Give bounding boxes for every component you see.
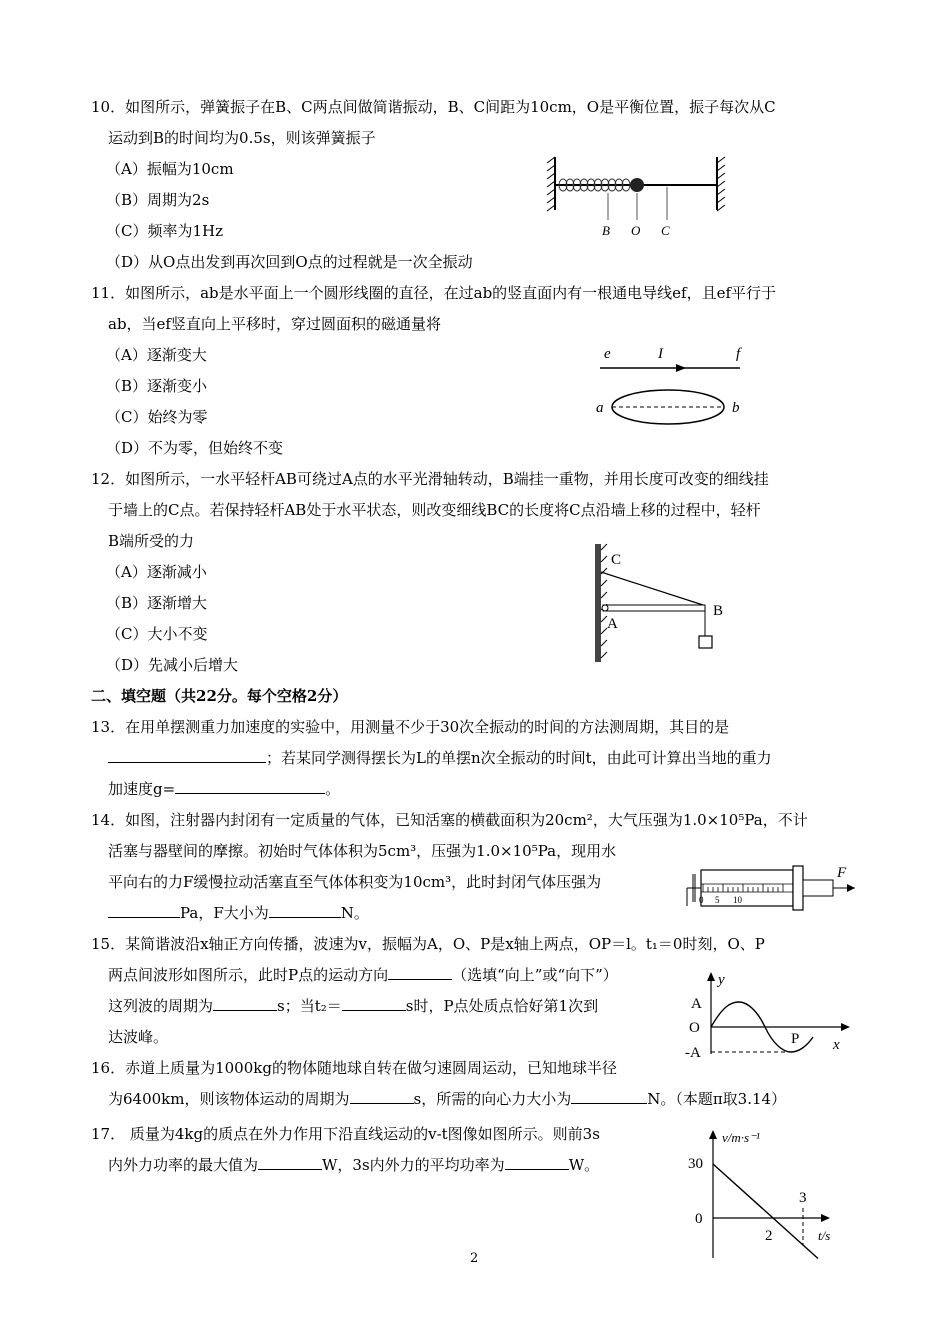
q13-line2 (108, 748, 772, 768)
spring-oscillator-figure (545, 155, 730, 245)
label-neg-amp: -A (685, 1045, 701, 1061)
q16-line2-text: 为6400km，则该物体运动的周期为 (108, 1090, 350, 1108)
q14-line4-end: N。 (340, 904, 369, 922)
q11-option-b: （B）逐渐变小 (106, 377, 208, 395)
label-a: a (596, 400, 604, 416)
q17-line2-text: 内外力功率的最大值为 (108, 1156, 259, 1174)
label-i: I (658, 346, 663, 362)
answer-blank[interactable] (269, 903, 341, 918)
answer-blank[interactable] (505, 1155, 569, 1170)
q12-option-a: （A）逐渐减小 (106, 563, 207, 581)
q16-line2 (108, 1089, 786, 1109)
vt-graph (680, 1122, 845, 1262)
scale-10: 10 (733, 895, 742, 905)
syringe-figure (683, 858, 858, 918)
q15-line2 (108, 965, 618, 985)
answer-blank[interactable] (388, 965, 452, 980)
label-b: B (602, 223, 610, 238)
q13-line1: 13．在用单摆测重力加速度的实验中，用测量不少于30次全振动的时间的方法测周期，其目的是 (91, 718, 730, 736)
q17-line2-mid: W，3s内外力的平均功率为 (322, 1156, 505, 1174)
answer-blank[interactable] (213, 996, 277, 1011)
q15-line2-text: 两点间波形如图所示，此时P点的运动方向 (108, 966, 389, 984)
y-tick-label-0: 0 (695, 1211, 703, 1227)
label-c: C (611, 552, 622, 568)
q15-line3-mid: s；当t₂＝ (277, 997, 342, 1015)
y-tick-label-30: 30 (688, 1156, 703, 1172)
wave-figure (683, 966, 853, 1061)
q10-stem-line1: 10．如图所示，弹簧振子在B、C两点间做简谐振动，B、C间距为10cm，O是平衡位置，振子每次从C (91, 98, 776, 116)
x-tick-label-2: 2 (765, 1228, 773, 1244)
q12-option-c: （C）大小不变 (106, 625, 208, 643)
label-a: A (607, 616, 618, 632)
label-b: B (713, 603, 724, 619)
q14-line1: 14．如图，注射器内封闭有一定质量的气体，已知活塞的横截面积为20cm²，大气压强为1.0×10⁵Pa，不计 (91, 811, 808, 829)
label-f: f (736, 346, 741, 362)
q10-option-b: （B）周期为2s (106, 191, 210, 209)
q14-line4 (108, 903, 369, 923)
q10-stem-line2: 运动到B的时间均为0.5s，则该弹簧振子 (108, 129, 376, 147)
q11-option-a: （A）逐渐变大 (106, 346, 207, 364)
label-e: e (604, 346, 611, 362)
q15-line2-end: （选填“向上”或“向下”） (452, 966, 618, 984)
q12-stem-line3: B端所受的力 (108, 532, 195, 550)
answer-blank[interactable] (342, 996, 406, 1011)
q17-line2-end: W。 (568, 1156, 600, 1174)
x-tick-label-3: 3 (799, 1190, 807, 1206)
rod-wall-figure (585, 540, 735, 665)
q16-line1: 16．赤道上质量为1000kg的物体随地球自转在做匀速圆周运动，已知地球半径 (91, 1059, 617, 1077)
scale-0: 0 (699, 895, 704, 905)
q13-line3 (108, 779, 340, 799)
wire-coil-figure (590, 340, 750, 435)
q10-option-c: （C）频率为1Hz (106, 222, 224, 240)
x-axis-label: t/s (818, 1228, 831, 1243)
answer-blank[interactable] (108, 903, 180, 918)
q11-stem-line1: 11．如图所示，ab是水平面上一个圆形线圈的直径，在过ab的竖直面内有一根通电导线ef，且ef平行于 (91, 284, 777, 302)
answer-blank[interactable] (571, 1089, 647, 1104)
q15-line1: 15．某简谐波沿x轴正方向传播，波速为v，振幅为A，O、P是x轴上两点，OP＝l。t₁＝0时刻，O、P (91, 935, 765, 953)
label-o: O (631, 223, 641, 238)
q12-option-d: （D）先减小后增大 (106, 656, 239, 674)
q10-option-a: （A）振幅为10cm (106, 160, 234, 178)
q17-line1: 17． 质量为4kg的质点在外力作用下沿直线运动的v-t图像如图所示。则前3s (91, 1125, 600, 1143)
q15-line3-end: s时，P点处质点恰好第1次到 (405, 997, 599, 1015)
x-axis-arrow (821, 1214, 830, 1222)
label-force: F (837, 865, 847, 881)
q14-line3: 平向右的力F缓慢拉动活塞直至气体体积变为10cm³，此时封闭气体压强为 (108, 873, 602, 891)
label-origin: O (689, 1020, 700, 1036)
q15-line3-text: 这列波的周期为 (108, 997, 214, 1015)
q10-option-d: （D）从O点出发到再次回到O点的过程就是一次全振动 (106, 253, 473, 271)
answer-blank[interactable] (350, 1089, 414, 1104)
q12-stem-line1: 12．如图所示，一水平轻杆AB可绕过A点的水平光滑轴转动，B端挂一重物，并用长度可改变的细线挂 (91, 470, 769, 488)
q15-line3 (108, 996, 598, 1016)
q17-line2 (108, 1155, 599, 1175)
label-b: b (732, 400, 740, 416)
q11-stem-line2: ab，当ef竖直向上平移时，穿过圆面积的磁通量将 (108, 315, 441, 333)
velocity-line (713, 1164, 818, 1259)
q11-option-d: （D）不为零，但始终不变 (106, 439, 284, 457)
label-y: y (718, 972, 725, 988)
section-2-heading: 二、填空题（共22分。每个空格2分） (91, 687, 348, 705)
q14-line2: 活塞与器壁间的摩擦。初始时气体体积为5cm³，压强为1.0×10⁵Pa，现用水 (108, 842, 617, 860)
q11-option-c: （C）始终为零 (106, 408, 208, 426)
q13-line3-end: 。 (325, 780, 341, 798)
q15-line4: 达波峰。 (108, 1028, 169, 1046)
q12-stem-line2: 于墙上的C点。若保持轻杆AB处于水平状态，则改变细线BC的长度将C点沿墙上移的过程中，轻杆 (108, 501, 761, 519)
q13-line2-text: ；若某同学测得摆长为L的单摆n次全振动的时间t，由此可计算出当地的重力 (266, 749, 772, 767)
label-p: P (791, 1031, 800, 1047)
y-axis-label: v/m·s⁻¹ (722, 1130, 760, 1145)
label-amp: A (691, 996, 702, 1012)
answer-blank[interactable] (258, 1155, 322, 1170)
q14-line4-text: Pa，F大小为 (180, 904, 269, 922)
label-x: x (833, 1037, 840, 1053)
page-number: 2 (470, 1251, 479, 1266)
q13-line3-text: 加速度g= (108, 780, 176, 798)
y-axis-arrow (709, 1130, 717, 1139)
scale-5: 5 (715, 895, 720, 905)
label-c: C (661, 223, 670, 238)
q16-line2-mid: s，所需的向心力大小为 (413, 1090, 572, 1108)
answer-blank[interactable] (175, 779, 325, 794)
answer-blank[interactable] (108, 748, 266, 763)
q12-option-b: （B）逐渐增大 (106, 594, 208, 612)
q16-line2-end: N。（本题π取3.14） (647, 1090, 787, 1108)
